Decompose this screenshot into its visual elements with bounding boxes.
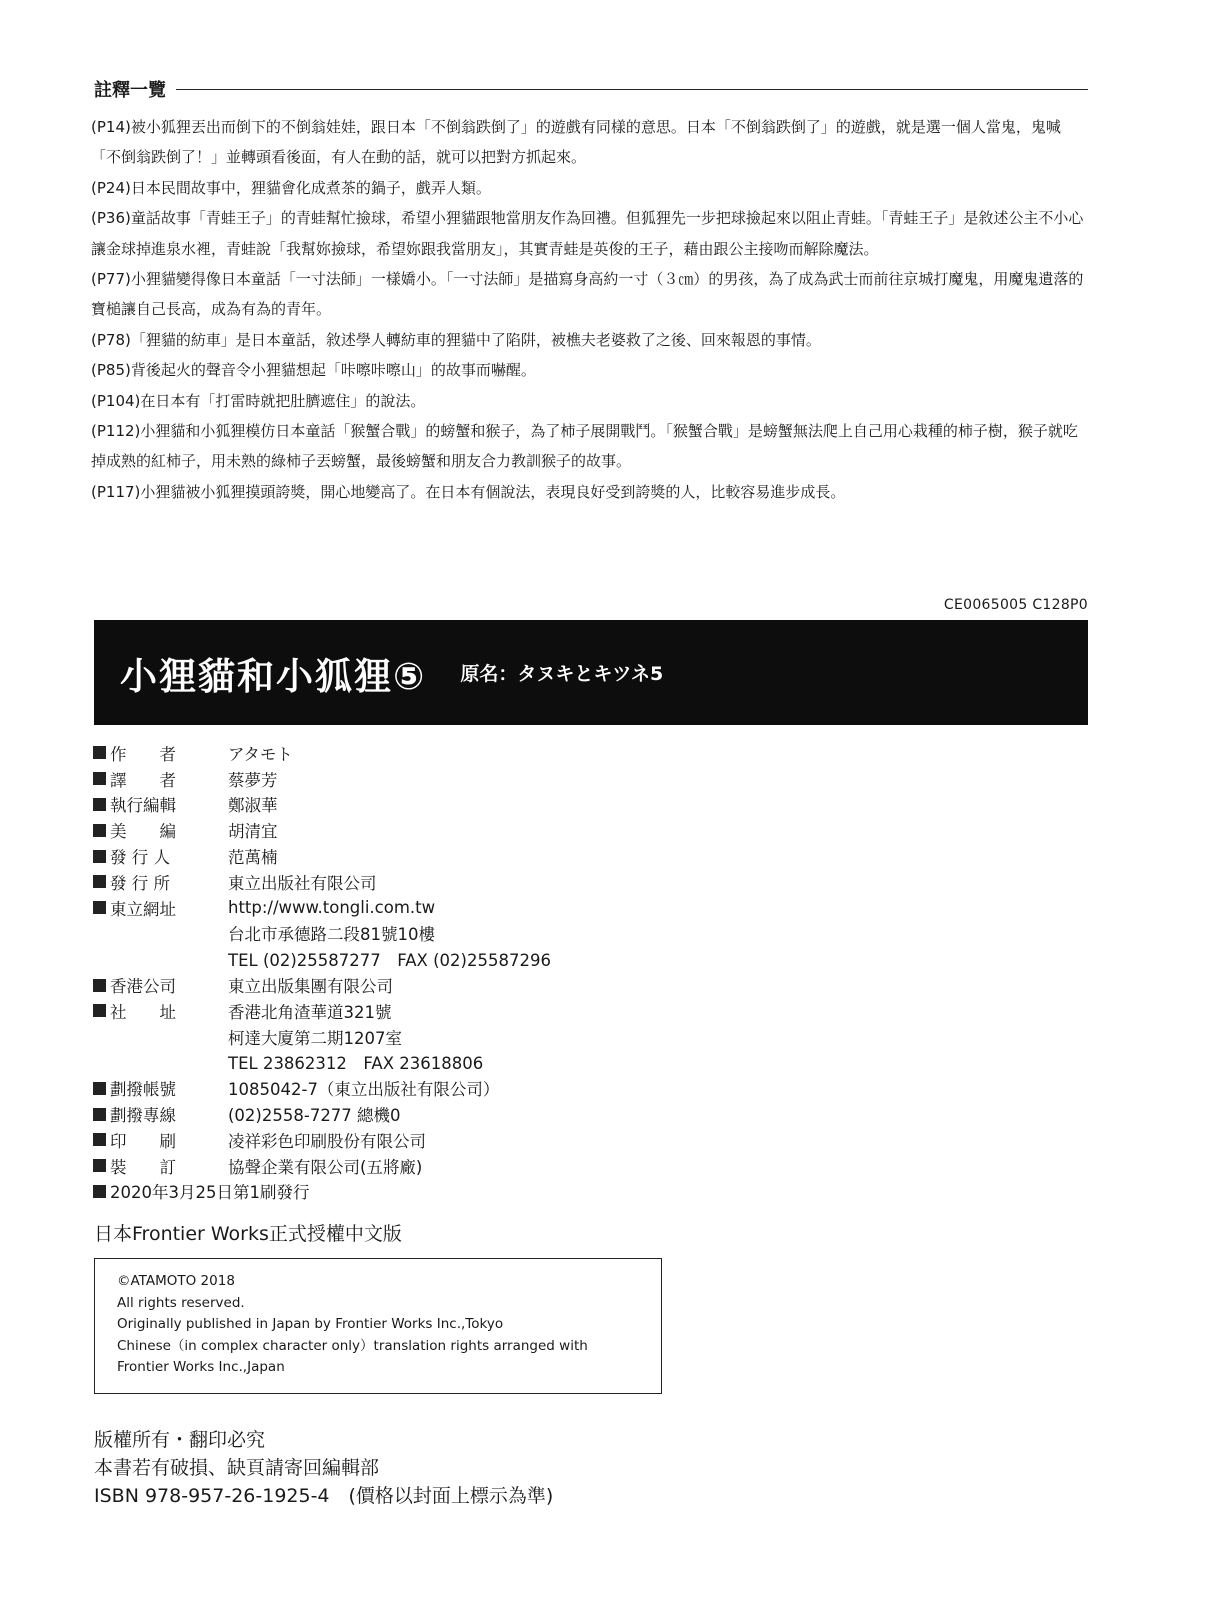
note-item: (P77)小狸貓變得像日本童話「一寸法師」一樣嬌小。「一寸法師」是描寫身高約一寸（３㎝）的男孩，為了成為武士而前往京城打魔鬼，用魔鬼遺落的寶槌讓自己長高，成為有為的青年。 (91, 270, 1084, 319)
copyright-line: All rights reserved. (117, 1294, 245, 1311)
hk-address-2: 柯達大廈第二期1207室 (228, 1028, 402, 1048)
bullet-square (93, 850, 106, 863)
bullet-square (93, 798, 106, 811)
credit-label: 香港公司 (110, 977, 176, 997)
catalog-code: CE0065005 C128P0 (943, 597, 1088, 613)
credit-row-hotline (93, 1101, 653, 1127)
credit-label: 發 行 所 (110, 873, 170, 893)
credit-value: (02)2558-7277 總機0 (228, 1106, 401, 1126)
note-item: (P14)被小狐狸丟出而倒下的不倒翁娃娃，跟日本「不倒翁跌倒了」的遊戲有同樣的意思。日本「不倒翁跌倒了」的遊戲，就是選一個人當鬼，鬼喊「不倒翁跌倒了！」並轉頭看後面，有人在動的話，就可以把對方抓起來。 (91, 118, 1061, 167)
footer (94, 1426, 553, 1510)
credit-row-tw-phone (93, 946, 653, 972)
credit-label: 劃撥帳號 (110, 1080, 176, 1100)
credit-value: 蔡夢芳 (228, 770, 278, 790)
header-rule (176, 89, 1088, 90)
copyright-line: ©ATAMOTO 2018 (117, 1273, 235, 1289)
credit-row-author (93, 740, 653, 766)
tw-phone: TEL (02)25587277 FAX (02)25587296 (228, 951, 551, 971)
bullet-square (93, 1004, 106, 1017)
credit-row-editor (93, 792, 653, 818)
license-line: 日本Frontier Works正式授權中文版 (94, 1223, 402, 1245)
bullet-square (93, 746, 106, 759)
credit-row-art (93, 817, 653, 843)
notes-header (94, 77, 1088, 101)
original-title: 原名：タヌキとキツネ5 (460, 663, 664, 685)
credit-value: 東立出版社有限公司 (228, 873, 377, 893)
credit-row-hk-address (93, 998, 653, 1024)
credit-label: 執行編輯 (110, 796, 176, 816)
bullet-square (93, 824, 106, 837)
notes-title: 註釋一覽 (94, 80, 166, 101)
credit-label: 發 行 人 (110, 848, 170, 868)
website-link[interactable]: http://www.tongli.com.tw (228, 898, 436, 918)
tw-address: 台北市承德路二段81號10樓 (228, 925, 435, 945)
credit-row-hk (93, 972, 653, 998)
credit-value: 范萬楠 (228, 848, 278, 868)
isbn-line: ISBN 978-957-26-1925-4 (價格以封面上標示為準) (94, 1485, 554, 1507)
note-item: (P36)童話故事「青蛙王子」的青蛙幫忙撿球，希望小狸貓跟牠當朋友作為回禮。但狐狸先一步把球撿起來以阻止青蛙。「青蛙王子」是敘述公主不小心讓金球掉進泉水裡，青蛙說「我幫妳撿球，希望妳跟我當朋友」，其實青蛙是英俊的王子，藉由跟公主接吻而解除魔法。 (91, 209, 1084, 258)
note-item: (P24)日本民間故事中，狸貓會化成煮茶的鍋子，戲弄人類。 (91, 178, 491, 197)
book-title: 小狸貓和小狐狸⑤ (120, 654, 427, 698)
credit-row-tw-address (93, 921, 653, 947)
credit-value: 東立出版集團有限公司 (228, 977, 393, 997)
credit-label: 裝 訂 (110, 1157, 176, 1177)
bullet-square (93, 1185, 106, 1198)
bullet-square (93, 1082, 106, 1095)
bullet-square (93, 979, 106, 992)
credit-value: 鄭淑華 (228, 796, 278, 816)
credit-value: 協聲企業有限公司(五將廠) (228, 1157, 423, 1177)
credit-label: 社 址 (110, 1002, 176, 1022)
hk-address-1: 香港北角渣華道321號 (228, 1002, 392, 1022)
credit-row-web (93, 895, 653, 921)
notes-list (91, 112, 1089, 507)
bullet-square (93, 1108, 106, 1121)
credit-row-translator (93, 766, 653, 792)
copyright-line: Chinese（in complex character only）translation rights arranged with (117, 1337, 588, 1354)
credit-row-print (93, 1127, 653, 1153)
hk-phone: TEL 23862312 FAX 23618806 (228, 1054, 484, 1074)
credit-label: 東立網址 (110, 899, 176, 919)
title-banner (94, 620, 1088, 725)
credit-label: 美 編 (110, 822, 176, 842)
note-item: (P85)背後起火的聲音令小狸貓想起「咔嚓咔嚓山」的故事而嚇醒。 (91, 361, 536, 380)
credit-label: 印 刷 (110, 1131, 176, 1151)
credit-row-hk-address-2 (93, 1024, 653, 1050)
copyright-line: Originally published in Japan by Frontier Works Inc.,Tokyo (117, 1316, 504, 1332)
damage-notice: 本書若有破損、缺頁請寄回編輯部 (94, 1457, 380, 1479)
credit-value: 胡清宜 (228, 822, 278, 842)
credit-label: 劃撥專線 (110, 1106, 176, 1126)
publication-date: 2020年3月25日第1刷發行 (110, 1183, 310, 1203)
bullet-square (93, 1133, 106, 1146)
note-item: (P117)小狸貓被小狐狸摸頭誇獎，開心地變高了。在日本有個說法，表現良好受到誇獎的人，比較容易進步成長。 (91, 482, 846, 501)
credit-row-date (93, 1179, 653, 1205)
credit-value: 1085042-7（東立出版社有限公司） (228, 1080, 500, 1100)
credit-value: アタモト (228, 744, 293, 764)
bullet-square (93, 875, 106, 888)
credits-list (93, 740, 653, 1204)
credit-row-company (93, 869, 653, 895)
copyright-box (94, 1258, 662, 1394)
bullet-square (93, 772, 106, 785)
note-item: (P104)在日本有「打雷時就把肚臍遮住」的說法。 (91, 391, 426, 410)
note-item: (P78)「狸貓的紡車」是日本童話，敘述學人轉紡車的狸貓中了陷阱，被樵夫老婆救了之後、回來報恩的事情。 (91, 330, 821, 349)
note-item: (P112)小狸貓和小狐狸模仿日本童話「猴蟹合戰」的螃蟹和猴子，為了柿子展開戰鬥。「猴蟹合戰」是螃蟹無法爬上自己用心栽種的柿子樹，猴子就吃掉成熟的紅柿子，用未熟的綠柿子丟螃蟹，最後螃蟹和朋友合力教訓猴子的故事。 (91, 422, 1078, 471)
credit-row-bind (93, 1153, 653, 1179)
bullet-square (93, 1159, 106, 1172)
credit-value: 凌祥彩色印刷股份有限公司 (228, 1131, 426, 1151)
credit-row-hk-phone (93, 1050, 653, 1076)
credit-label: 譯 者 (110, 770, 176, 790)
bullet-square (93, 901, 106, 914)
rights-line: 版權所有・翻印必究 (94, 1429, 266, 1451)
credit-row-publisher (93, 843, 653, 869)
copyright-line: Frontier Works Inc.,Japan (117, 1359, 285, 1375)
credit-row-account (93, 1075, 653, 1101)
credit-label: 作 者 (110, 744, 176, 764)
